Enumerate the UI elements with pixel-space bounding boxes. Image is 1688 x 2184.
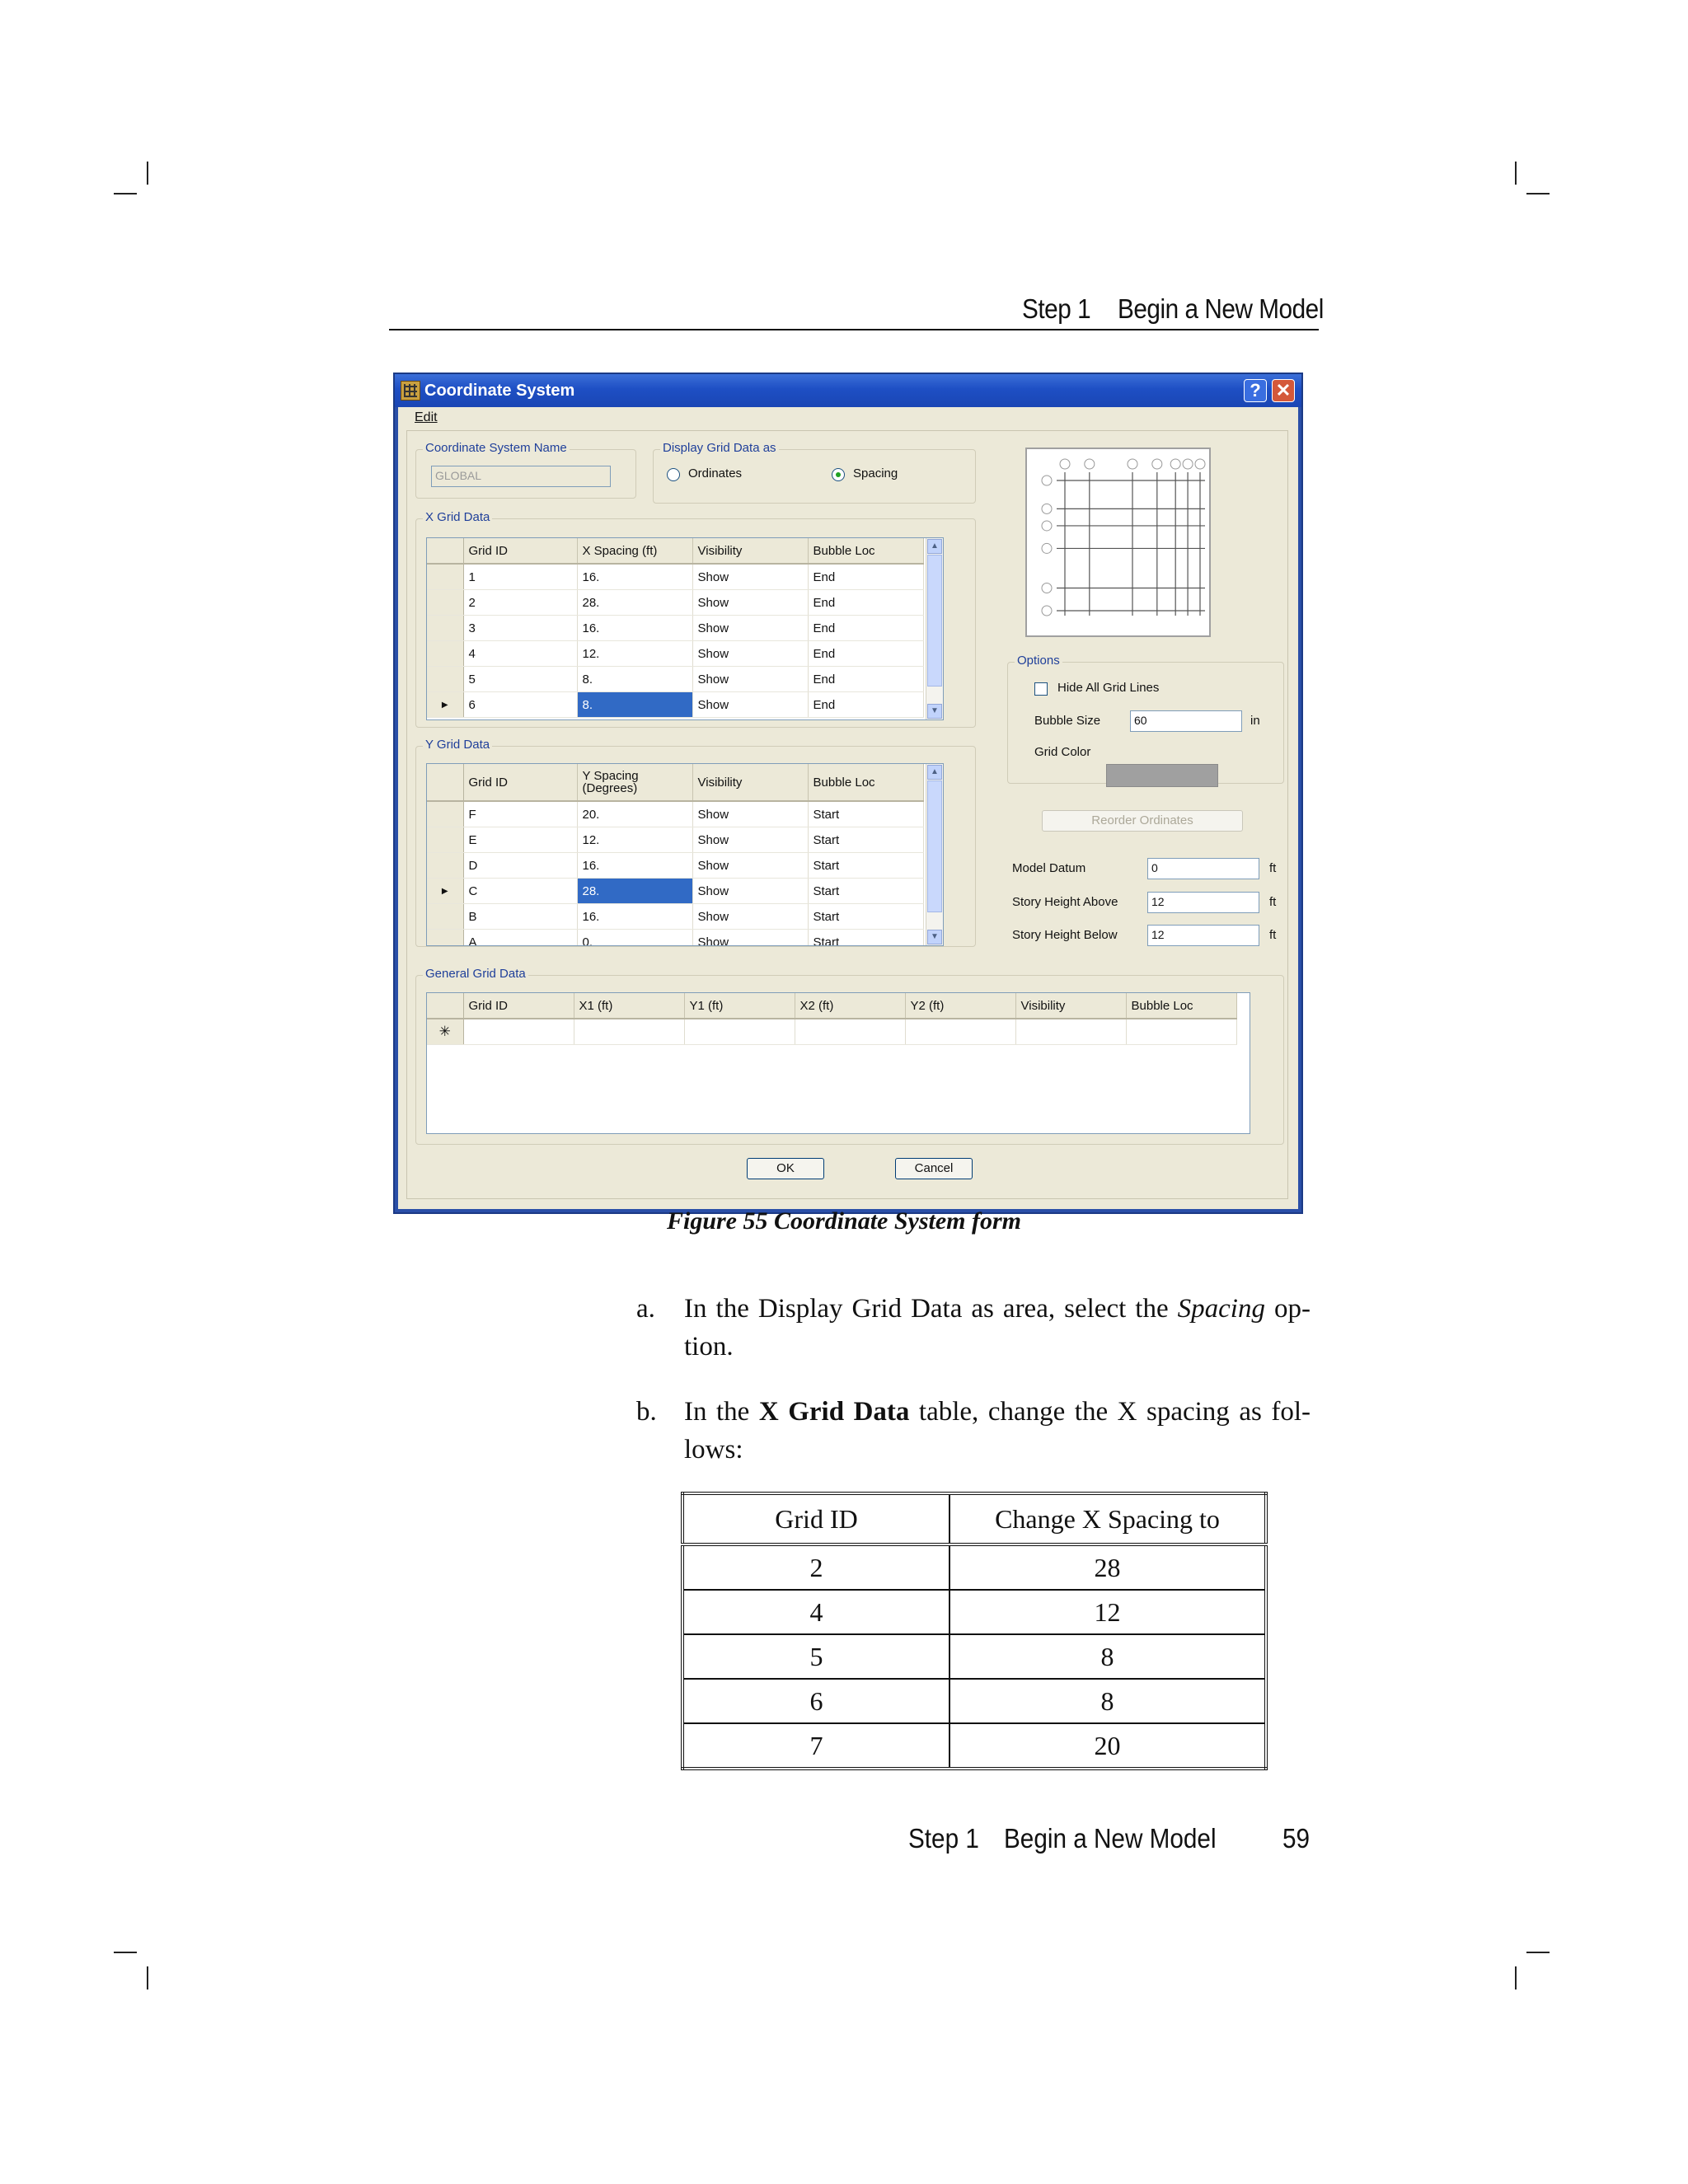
step-a-text (684, 1290, 1311, 1366)
table-header-row (682, 1493, 1266, 1544)
grid-preview-drawing (1027, 449, 1209, 635)
dialog-titlebar[interactable] (395, 374, 1301, 407)
bubble-size-field[interactable]: 60 (1130, 710, 1242, 732)
y-grid-data-group (415, 738, 976, 947)
table-cell[interactable]: Start (808, 904, 923, 930)
coord-system-name-label: Coordinate System Name (423, 441, 570, 455)
table-cell[interactable]: Start (808, 827, 923, 853)
crop-mark (147, 1966, 148, 1990)
x-grid-data-label: X Grid Data (423, 510, 492, 524)
table-cell[interactable]: 2 (463, 590, 577, 616)
row-header-corner (427, 538, 463, 564)
table-cell: 5 (682, 1634, 950, 1679)
new-row[interactable] (427, 1019, 1236, 1045)
dialog-panel (406, 430, 1288, 1199)
table-cell[interactable]: Show (692, 641, 808, 667)
ordinates-radio[interactable] (667, 468, 680, 481)
step-a-em: Spacing (1177, 1294, 1265, 1324)
grid-bubble (1042, 504, 1052, 513)
scroll-up-icon[interactable]: ▲ (927, 539, 942, 554)
story-height-above-unit: ft (1269, 895, 1277, 909)
table-cell[interactable]: Show (692, 853, 808, 879)
table-cell[interactable]: 28. (577, 590, 692, 616)
table-cell: 12 (950, 1590, 1266, 1634)
menu-edit[interactable]: Edit (415, 410, 438, 424)
col-header[interactable]: Bubble Loc (808, 538, 923, 564)
table-cell: 6 (682, 1679, 950, 1723)
story-height-below-unit: ft (1269, 928, 1277, 942)
step-marker: b. (636, 1397, 657, 1427)
row-selector[interactable] (427, 667, 463, 692)
y-grid-scrollbar[interactable] (926, 764, 943, 945)
col-header[interactable]: Bubble Loc (1126, 993, 1236, 1019)
grid-bubble (1042, 543, 1052, 553)
table-cell[interactable]: 28. (577, 879, 692, 904)
row-selector[interactable] (427, 616, 463, 641)
step-a-pre: In the Display Grid Data as area, select the (684, 1294, 1178, 1324)
table-cell[interactable]: 12. (577, 827, 692, 853)
table-cell[interactable]: Show (692, 616, 808, 641)
table-cell: 4 (682, 1590, 950, 1634)
story-height-below-label: Story Height Below (1012, 928, 1118, 942)
grid-bubble (1183, 459, 1193, 469)
y-grid-table (426, 763, 944, 946)
coord-system-name-field[interactable]: GLOBAL (431, 466, 611, 487)
model-datum-label: Model Datum (1012, 861, 1086, 875)
col-header[interactable]: Y2 (ft) (905, 993, 1015, 1019)
table-cell[interactable]: 6 (463, 692, 577, 718)
row-selector[interactable] (427, 904, 463, 930)
scroll-up-icon[interactable]: ▲ (927, 765, 942, 780)
reorder-ordinates-button[interactable]: Reorder Ordinates (1042, 810, 1243, 832)
table-row (682, 1544, 1266, 1590)
x-grid-table (426, 537, 944, 720)
table-cell[interactable]: End (808, 616, 923, 641)
table-cell[interactable]: Show (692, 827, 808, 853)
row-selector[interactable] (427, 801, 463, 827)
coordinate-system-dialog (393, 373, 1303, 1214)
col-header[interactable]: Visibility (692, 538, 808, 564)
table-cell[interactable]: 5 (463, 667, 577, 692)
dialog-title: Coordinate System (424, 382, 575, 400)
table-row[interactable] (427, 801, 923, 827)
step-b-post: table, change the X spacing as fol- (909, 1397, 1311, 1427)
table-cell[interactable]: Show (692, 667, 808, 692)
step-b-text (684, 1393, 1311, 1469)
table-cell[interactable]: F (463, 801, 577, 827)
crop-mark (1526, 193, 1550, 194)
change-spacing-table (681, 1492, 1268, 1770)
grid-bubble (1128, 459, 1137, 469)
close-button[interactable]: ✕ (1272, 379, 1295, 402)
col-header[interactable]: X1 (ft) (574, 993, 684, 1019)
table-cell[interactable]: End (808, 564, 923, 590)
table-cell[interactable]: Start (808, 853, 923, 879)
grid-bubble (1152, 459, 1162, 469)
grid-bubble (1085, 459, 1095, 469)
table-cell[interactable]: 3 (463, 616, 577, 641)
table-cell[interactable]: A (463, 930, 577, 947)
table-row[interactable] (427, 904, 923, 930)
grid-color-label: Grid Color (1034, 745, 1091, 759)
ok-button[interactable]: OK (747, 1158, 824, 1179)
figure-caption: Figure 55 Coordinate System form (666, 1207, 1022, 1235)
row-selector[interactable] (427, 827, 463, 853)
bubble-size-label: Bubble Size (1034, 714, 1101, 728)
table-cell[interactable]: 16. (577, 616, 692, 641)
step-b-pre: In the (684, 1397, 759, 1427)
table-row[interactable] (427, 616, 923, 641)
table-cell[interactable]: 12. (577, 641, 692, 667)
row-header-corner (427, 993, 463, 1019)
grid-color-swatch[interactable] (1106, 764, 1218, 787)
app-grid-icon (401, 381, 420, 401)
table-cell[interactable] (684, 1019, 795, 1045)
story-height-above-label: Story Height Above (1012, 895, 1118, 909)
row-selector[interactable] (427, 930, 463, 947)
grid-bubble (1042, 476, 1052, 485)
story-height-above-field[interactable]: 12 (1147, 892, 1259, 913)
table-cell[interactable]: End (808, 641, 923, 667)
table-row[interactable] (427, 879, 923, 904)
table-row (682, 1634, 1266, 1679)
page-number: 59 (1282, 1823, 1311, 1854)
table-cell[interactable]: Show (692, 692, 808, 718)
crop-mark (114, 1952, 137, 1953)
table-row[interactable] (427, 853, 923, 879)
table-cell[interactable] (463, 1019, 574, 1045)
step-a-line2: tion. (684, 1332, 734, 1361)
table-cell[interactable]: 4 (463, 641, 577, 667)
spacing-label: Spacing (853, 466, 898, 480)
bubble-size-unit: in (1250, 714, 1260, 728)
table-cell[interactable]: B (463, 904, 577, 930)
table-cell: Change X Spacing to (950, 1493, 1266, 1544)
y-grid-data-label: Y Grid Data (423, 738, 492, 752)
coord-system-name-group (415, 441, 636, 499)
x-grid-scrollbar[interactable] (926, 538, 943, 719)
table-cell[interactable]: Start (808, 930, 923, 947)
step-marker: a. (636, 1294, 655, 1324)
table-cell[interactable] (795, 1019, 905, 1045)
row-selector[interactable]: ▶ (427, 879, 463, 904)
grid-bubble (1042, 583, 1052, 593)
table-cell[interactable]: Show (692, 564, 808, 590)
table-row (682, 1723, 1266, 1769)
general-grid-data-group (415, 967, 1284, 1145)
running-header-step: Step 1 (1022, 293, 1091, 324)
spacing-radio[interactable] (832, 468, 845, 481)
grid-bubble (1170, 459, 1180, 469)
help-button[interactable]: ? (1244, 379, 1267, 402)
grid-preview (1025, 448, 1211, 637)
col-header[interactable]: Bubble Loc (808, 764, 923, 801)
table-cell[interactable]: Show (692, 801, 808, 827)
cancel-button[interactable]: Cancel (895, 1158, 973, 1179)
col-header[interactable]: X2 (ft) (795, 993, 905, 1019)
story-height-below-field[interactable]: 12 (1147, 925, 1259, 946)
ordinates-label: Ordinates (688, 466, 743, 480)
general-grid-data-label: General Grid Data (423, 967, 528, 981)
col-header[interactable]: Y Spacing (Degrees) (577, 764, 692, 801)
table-cell: 8 (950, 1634, 1266, 1679)
col-header[interactable]: Grid ID (463, 764, 577, 801)
grid-bubble (1195, 459, 1205, 469)
table-row[interactable] (427, 827, 923, 853)
hide-grid-lines-label: Hide All Grid Lines (1057, 681, 1160, 695)
crop-mark (1515, 1966, 1517, 1990)
table-cell: 7 (682, 1723, 950, 1769)
general-grid-table (426, 992, 1250, 1134)
col-header[interactable]: Visibility (692, 764, 808, 801)
table-row[interactable] (427, 590, 923, 616)
footer-title: Begin a New Model (1004, 1823, 1217, 1854)
table-row[interactable] (427, 930, 923, 947)
table-row[interactable] (427, 667, 923, 692)
row-selector[interactable] (427, 641, 463, 667)
table-cell[interactable]: 16. (577, 853, 692, 879)
row-header-corner (427, 764, 463, 801)
row-selector[interactable]: ▶ (427, 692, 463, 718)
table-cell[interactable]: Show (692, 904, 808, 930)
table-cell[interactable] (1015, 1019, 1126, 1045)
hide-grid-lines-checkbox[interactable] (1034, 682, 1048, 696)
row-selector[interactable] (427, 590, 463, 616)
row-selector[interactable] (427, 564, 463, 590)
header-rule (389, 329, 1319, 330)
scroll-thumb[interactable] (927, 780, 942, 912)
table-cell: 8 (950, 1679, 1266, 1723)
table-cell[interactable]: End (808, 667, 923, 692)
table-cell[interactable]: Start (808, 879, 923, 904)
menubar (398, 407, 1298, 429)
table-cell[interactable] (905, 1019, 1015, 1045)
crop-mark (1515, 162, 1517, 185)
table-cell[interactable]: End (808, 692, 923, 718)
grid-bubble (1060, 459, 1070, 469)
table-row[interactable] (427, 641, 923, 667)
options-label: Options (1015, 654, 1062, 668)
table-row (682, 1679, 1266, 1723)
table-cell[interactable]: 1 (463, 564, 577, 590)
table-cell[interactable]: 16. (577, 564, 692, 590)
model-datum-field[interactable]: 0 (1147, 858, 1259, 879)
table-cell[interactable]: Start (808, 801, 923, 827)
table-cell[interactable]: Show (692, 590, 808, 616)
col-header[interactable]: Visibility (1015, 993, 1126, 1019)
scroll-thumb[interactable] (927, 555, 942, 687)
table-row (682, 1590, 1266, 1634)
table-row[interactable] (427, 564, 923, 590)
crop-mark (1526, 1952, 1550, 1953)
model-datum-unit: ft (1269, 861, 1277, 875)
table-cell: Grid ID (682, 1493, 950, 1544)
table-cell[interactable]: 0. (577, 930, 692, 947)
col-header[interactable]: Grid ID (463, 993, 574, 1019)
display-grid-data-group (653, 441, 976, 504)
table-cell[interactable]: 16. (577, 904, 692, 930)
table-cell[interactable] (1126, 1019, 1236, 1045)
step-b-line2: lows: (684, 1435, 743, 1465)
table-cell[interactable]: 20. (577, 801, 692, 827)
table-cell[interactable]: Show (692, 879, 808, 904)
running-header-title: Begin a New Model (1118, 293, 1324, 324)
table-cell: 28 (950, 1544, 1266, 1590)
table-cell[interactable]: 8. (577, 667, 692, 692)
step-b-strong: X Grid Data (758, 1397, 910, 1427)
display-grid-data-label: Display Grid Data as (660, 441, 779, 455)
scroll-down-icon[interactable]: ▼ (927, 930, 942, 944)
table-cell[interactable]: C (463, 879, 577, 904)
step-a-post: op- (1264, 1294, 1311, 1324)
dialog-client (398, 407, 1298, 1209)
table-cell[interactable]: 8. (577, 692, 692, 718)
col-header[interactable]: X Spacing (ft) (577, 538, 692, 564)
col-header[interactable]: Y1 (ft) (684, 993, 795, 1019)
table-cell[interactable]: End (808, 590, 923, 616)
table-cell[interactable]: E (463, 827, 577, 853)
table-cell[interactable]: D (463, 853, 577, 879)
row-selector[interactable] (427, 853, 463, 879)
table-row[interactable] (427, 692, 923, 718)
footer-step: Step 1 (908, 1823, 979, 1854)
crop-mark (114, 193, 137, 194)
table-cell[interactable]: Show (692, 930, 808, 947)
crop-mark (147, 162, 148, 185)
x-grid-data-group (415, 510, 976, 728)
grid-bubble (1042, 521, 1052, 531)
table-cell[interactable] (574, 1019, 684, 1045)
grid-bubble (1042, 606, 1052, 616)
col-header[interactable]: Grid ID (463, 538, 577, 564)
table-cell: 20 (950, 1723, 1266, 1769)
table-cell: 2 (682, 1544, 950, 1590)
new-row-icon: ✳ (427, 1019, 463, 1045)
scroll-down-icon[interactable]: ▼ (927, 704, 942, 719)
